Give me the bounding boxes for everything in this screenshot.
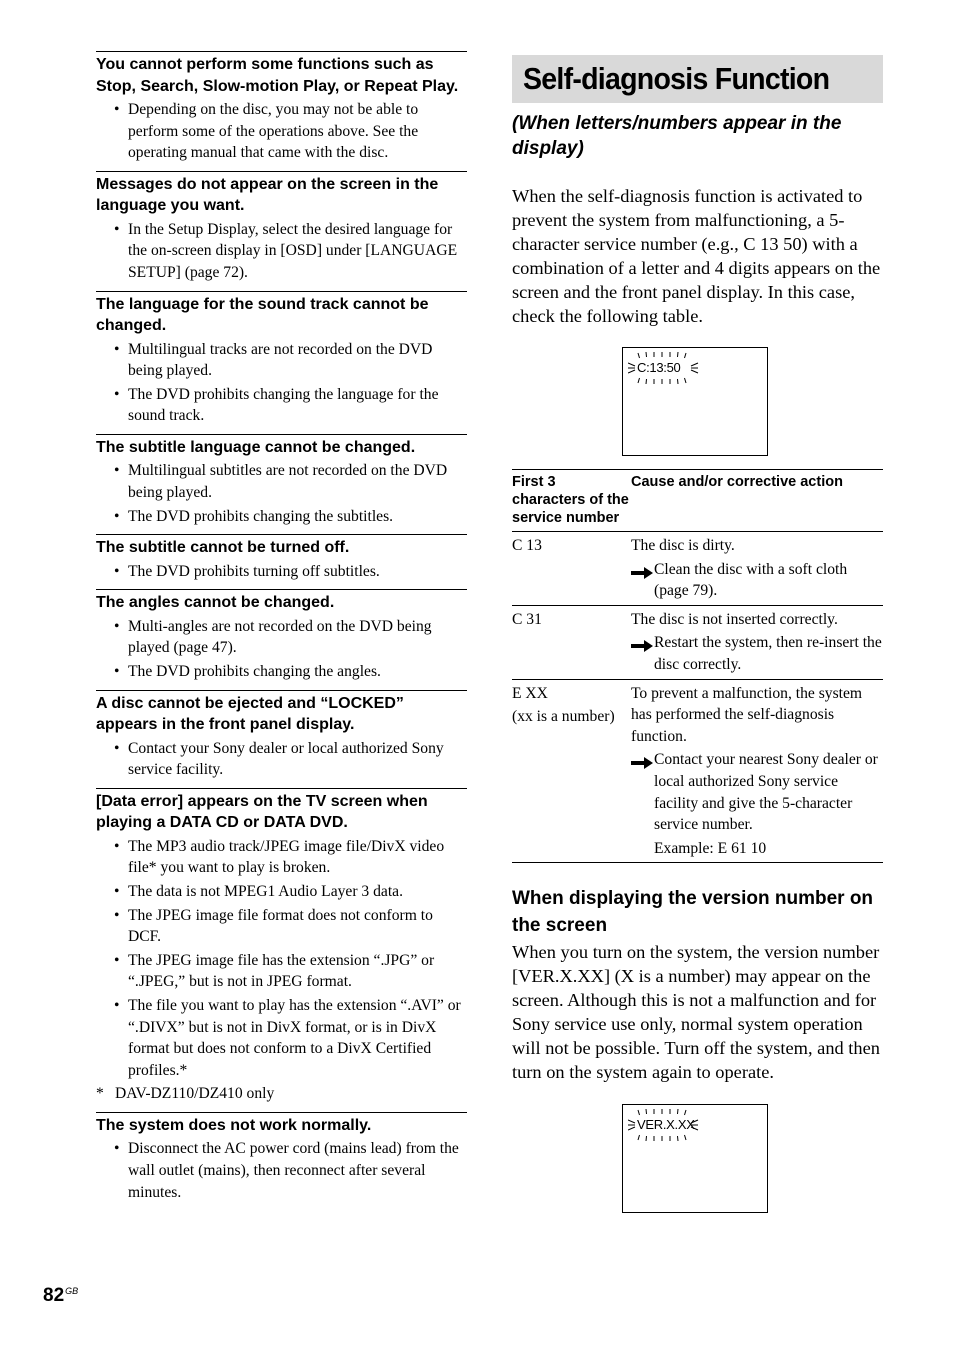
cause-text: The disc is dirty.	[631, 537, 735, 554]
arrow-right-icon	[631, 564, 653, 586]
action-cell	[631, 532, 883, 606]
list-item-text: Multi-angles are not recorded on the DVD being played (page 47).	[128, 617, 432, 657]
section-heading: A disc cannot be ejected and “LOCKED” appears in the front panel display.	[96, 694, 404, 734]
footnote	[96, 1083, 467, 1105]
section-heading: The system does not work normally.	[96, 1116, 372, 1134]
bullet-dot: •	[114, 101, 120, 118]
section-title: Self-diagnosis Function	[523, 61, 830, 96]
section-heading: Messages do not appear on the screen in the language you want.	[96, 175, 439, 215]
bullet-dot: •	[114, 507, 120, 525]
bullet-dot: •	[114, 996, 120, 1014]
list-item	[96, 661, 467, 683]
list-item-text: In the Setup Display, select the desired language for the on-screen display in [OSD] under [LANGUAGE SETUP] (page 72).	[128, 220, 458, 281]
bullet-list	[96, 1138, 467, 1203]
list-item-text: The JPEG image file has the extension “.JPG” or “.JPEG,” but is not in JPEG format.	[128, 951, 435, 991]
list-item-text: Disconnect the AC power cord (mains lead) from the wall outlet (mains), then reconnect after several minutes.	[128, 1140, 459, 1201]
list-item	[96, 738, 467, 781]
arrow-right-icon	[631, 637, 653, 659]
bullet-dot: •	[114, 906, 120, 924]
list-item	[96, 384, 467, 427]
bullet-dot: •	[114, 1140, 120, 1158]
list-item	[96, 616, 467, 659]
footnote-symbol: *	[96, 1085, 104, 1103]
self-diagnosis-column	[512, 55, 883, 1213]
arrow-right-icon	[631, 754, 653, 776]
service-code-cell	[512, 605, 631, 679]
bullet-dot: •	[114, 385, 120, 403]
section-heading: You cannot perform some functions such as Stop, Search, Slow-motion Play, or Repeat Play.	[96, 56, 459, 95]
list-item	[96, 881, 467, 903]
service-code-cell	[512, 679, 631, 863]
troubleshooting-section	[96, 534, 467, 582]
bullet-list	[96, 561, 467, 583]
action-example: Example: E 61 10	[654, 839, 767, 857]
bullet-dot: •	[114, 951, 120, 969]
region-code: GB	[65, 1286, 79, 1296]
troubleshooting-section	[96, 434, 467, 527]
list-item-text: Multilingual subtitles are not recorded on the DVD being played.	[128, 462, 448, 502]
section-heading: [Data error] appears on the TV screen when playing a DATA CD or DATA DVD.	[96, 792, 428, 832]
service-code-note: (xx is a number)	[512, 708, 615, 726]
footnote-text: DAV-DZ110/DZ410 only	[115, 1085, 275, 1103]
bullet-list	[96, 460, 467, 527]
list-item-text: Contact your Sony dealer or local authorized Sony service facility.	[128, 739, 444, 779]
list-item	[96, 219, 467, 284]
table-row	[512, 532, 883, 606]
troubleshooting-section	[96, 690, 467, 781]
page-number	[43, 1285, 78, 1307]
version-paragraph: When you turn on the system, the version number [VER.X.XX] (X is a number) may appear on the screen. Although this is not a malfunction and for Sony service use only, normal system operation will not be possible. Turn off the system, and then turn on the system again to operate.	[512, 942, 880, 1083]
diagnosis-table	[512, 469, 883, 863]
bullet-list	[96, 219, 467, 284]
service-code-cell	[512, 532, 631, 606]
service-code: C 13	[512, 537, 542, 554]
list-item	[96, 1138, 467, 1203]
list-item-text: Multilingual tracks are not recorded on the DVD being played.	[128, 340, 433, 380]
action-text: Contact your nearest Sony dealer or local authorized Sony service facility and give the 5-character service number.	[654, 751, 878, 834]
troubleshooting-section	[96, 589, 467, 682]
bullet-list	[96, 99, 467, 164]
bullet-dot: •	[114, 882, 120, 900]
bullet-dot: •	[114, 663, 120, 680]
troubleshooting-column	[96, 51, 467, 1205]
list-item-text: Depending on the disc, you may not be able to perform some of the operations above. See the operating manual that came with the disc.	[128, 101, 419, 162]
troubleshooting-section	[96, 51, 467, 164]
bullet-list	[96, 339, 467, 427]
intro-paragraph: When the self-diagnosis function is activated to prevent the system from malfunctioning, a 5-character service number (e.g., C 13 50) with a combination of a letter and 4 digits appears on the screen and the front panel display. In this case, check the following table.	[512, 186, 881, 326]
list-item-text: The MP3 audio track/JPEG image file/DivX video file* you want to play is broken.	[128, 837, 445, 877]
list-item-text: The file you want to play has the extension “.AVI” or “.DIVX” but is not in DivX format, or is in DivX format but does not conform to a DivX Certified profiles.*	[128, 996, 461, 1079]
action-text: Clean the disc with a soft cloth (page 79).	[654, 560, 848, 600]
bullet-list	[96, 616, 467, 683]
action-cell	[631, 679, 883, 863]
section-title-bar	[512, 55, 883, 103]
bullet-dot: •	[114, 340, 120, 358]
version-heading: When displaying the version number on the screen	[512, 888, 874, 937]
cause-text: To prevent a malfunction, the system has performed the self-diagnosis function.	[631, 684, 863, 745]
list-item	[96, 995, 467, 1081]
display-illustration-service-number	[622, 347, 768, 456]
page-number-value: 82	[43, 1285, 65, 1306]
display-readout: VER.X.XX	[637, 1117, 695, 1133]
display-illustration-version	[622, 1104, 768, 1213]
corrective-action	[631, 749, 883, 859]
section-heading: The subtitle cannot be turned off.	[96, 539, 350, 557]
bullet-list	[96, 738, 467, 781]
action-cell	[631, 605, 883, 679]
section-heading: The subtitle language cannot be changed.	[96, 438, 416, 456]
bullet-dot: •	[114, 739, 120, 757]
section-subtitle: (When letters/numbers appear in the display)	[512, 113, 842, 159]
troubleshooting-section	[96, 788, 467, 1105]
troubleshooting-section	[96, 291, 467, 427]
cause-text: The disc is not inserted correctly.	[631, 610, 838, 628]
list-item-text: The DVD prohibits changing the subtitles.	[128, 507, 394, 525]
table-row	[512, 605, 883, 679]
table-header-code: First 3 characters of the service number	[512, 470, 631, 532]
list-item	[96, 836, 467, 879]
corrective-action	[631, 559, 883, 602]
bullet-dot: •	[114, 220, 120, 238]
section-heading: The language for the sound track cannot be changed.	[96, 295, 429, 335]
table-header-action: Cause and/or corrective action	[631, 470, 883, 532]
bullet-dot: •	[114, 837, 120, 855]
section-heading: The angles cannot be changed.	[96, 594, 335, 612]
corrective-action	[631, 632, 883, 675]
list-item	[96, 905, 467, 948]
bullet-dot: •	[114, 617, 120, 635]
display-readout: C:13:50	[637, 360, 681, 375]
list-item-text: The DVD prohibits changing the angles.	[128, 663, 381, 680]
list-item	[96, 506, 467, 528]
list-item-text: The data is not MPEG1 Audio Layer 3 data.	[128, 882, 403, 900]
table-row	[512, 679, 883, 863]
list-item-text: The JPEG image file format does not conform to DCF.	[128, 906, 433, 946]
list-item	[96, 460, 467, 503]
troubleshooting-section	[96, 1112, 467, 1203]
service-code: E XX	[512, 684, 548, 702]
service-code: C 31	[512, 610, 542, 628]
bullet-list	[96, 836, 467, 1082]
bullet-dot: •	[114, 562, 120, 580]
bullet-dot: •	[114, 462, 120, 480]
list-item	[96, 950, 467, 993]
list-item-text: The DVD prohibits turning off subtitles.	[128, 562, 380, 580]
list-item	[96, 99, 467, 164]
action-text: Restart the system, then re-insert the disc correctly.	[654, 634, 882, 673]
troubleshooting-section	[96, 171, 467, 284]
list-item-text: The DVD prohibits changing the language for the sound track.	[128, 385, 439, 425]
list-item	[96, 561, 467, 583]
list-item	[96, 339, 467, 382]
